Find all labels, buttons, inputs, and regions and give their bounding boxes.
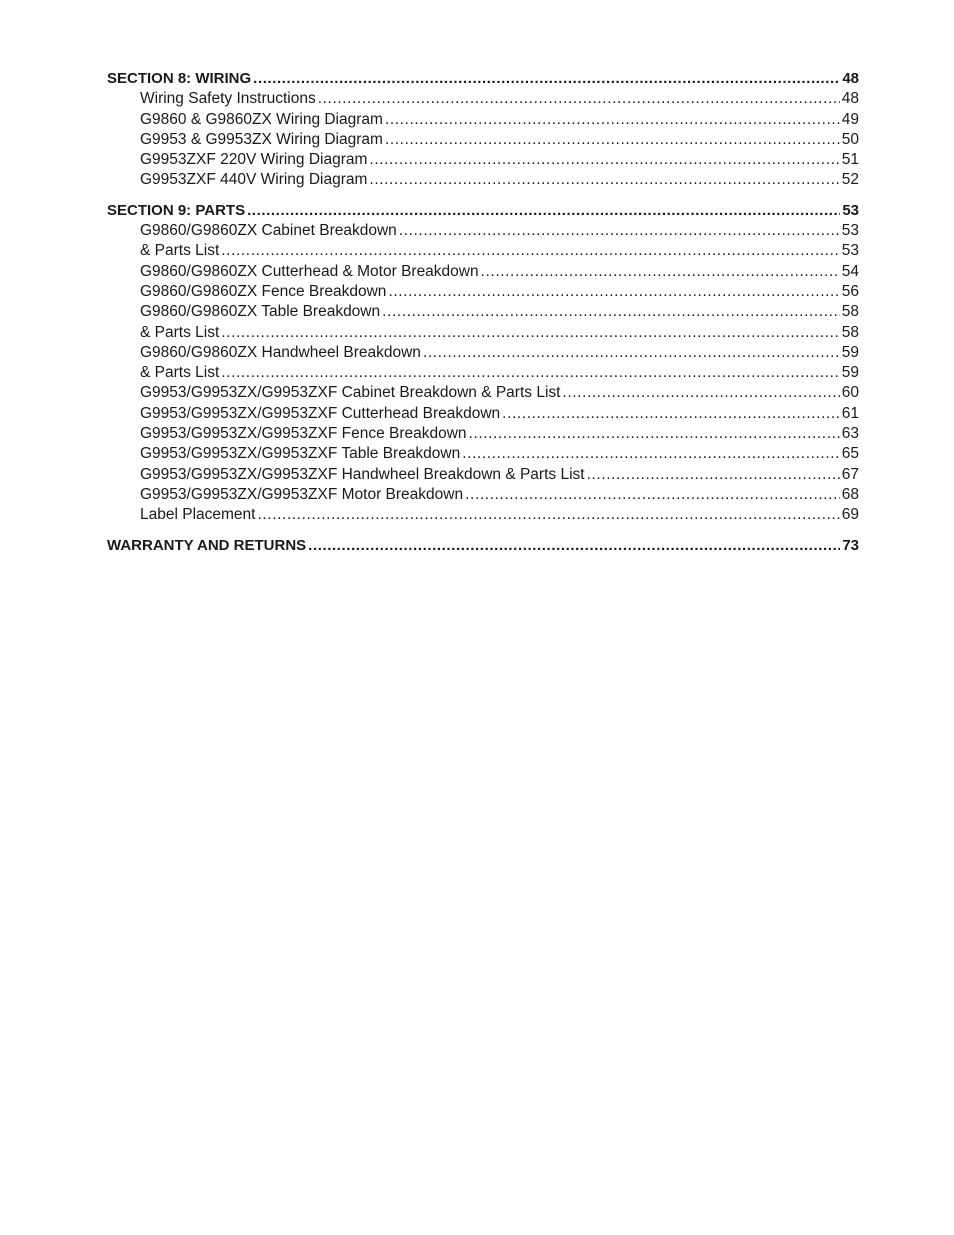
toc-entry-page: 53: [841, 242, 859, 260]
dot-leader: [462, 444, 840, 464]
dot-leader: [253, 69, 840, 89]
toc-entry-page: 48: [842, 70, 859, 87]
toc-entry-page: 59: [841, 364, 859, 382]
toc-entry-page: 53: [842, 201, 859, 219]
toc-entry-page: 58: [841, 323, 859, 341]
dot-leader: [587, 465, 840, 485]
dot-leader: [385, 130, 840, 150]
dot-leader: [465, 485, 840, 505]
toc-entry-title: Wiring Safety Instructions: [140, 90, 316, 108]
toc-entry-page: 58: [841, 303, 859, 321]
toc-entry-title: G9953ZXF 220V Wiring Diagram: [140, 151, 368, 169]
toc-entry-page: 59: [841, 343, 859, 361]
toc-entry[interactable]: [107, 383, 859, 403]
toc-entry-page: 53: [841, 222, 859, 240]
toc-entry-section-heading[interactable]: [107, 536, 859, 556]
toc-entry-title: G9860/G9860ZX Fence Breakdown: [140, 282, 387, 300]
toc-section-wiring: [107, 69, 859, 191]
toc-entry-page: 54: [841, 262, 859, 280]
toc-entry[interactable]: [107, 221, 859, 241]
toc-entry[interactable]: [107, 485, 859, 505]
toc-entry-page: 48: [841, 90, 859, 108]
toc-entry[interactable]: [107, 465, 859, 485]
toc-section-parts: [107, 201, 859, 526]
toc-entry-title: SECTION 9: PARTS: [107, 201, 246, 219]
toc-entry-section-heading[interactable]: [107, 69, 859, 89]
toc-entry-page: 69: [841, 506, 859, 524]
toc-entry-page: 49: [841, 110, 859, 128]
dot-leader: [562, 383, 839, 403]
toc-entry-title: G9860/G9860ZX Cabinet Breakdown: [140, 222, 397, 240]
toc-entry[interactable]: [107, 110, 859, 130]
dot-leader: [369, 170, 839, 190]
toc-entry-page: 68: [841, 485, 859, 503]
toc-entry-page: 73: [842, 536, 859, 554]
table-of-contents: [107, 69, 859, 566]
toc-entry-page: 61: [841, 404, 859, 422]
toc-entry-page: 50: [841, 130, 859, 148]
toc-entry[interactable]: [107, 130, 859, 150]
toc-entry[interactable]: [107, 363, 859, 383]
toc-section-warranty: [107, 536, 859, 556]
toc-entry-page: 65: [841, 445, 859, 463]
dot-leader: [388, 282, 839, 302]
toc-entry-title: G9953/G9953ZX/G9953ZXF Motor Breakdown: [140, 485, 464, 503]
dot-leader: [369, 150, 839, 170]
toc-entry-page: 51: [841, 151, 859, 169]
toc-entry[interactable]: [107, 241, 859, 261]
toc-entry-title: G9953/G9953ZX/G9953ZXF Fence Breakdown: [140, 425, 467, 443]
toc-entry-title: & Parts List: [140, 323, 220, 341]
toc-entry-section-heading[interactable]: [107, 201, 859, 221]
toc-entry[interactable]: [107, 343, 859, 363]
toc-entry-title: G9860 & G9860ZX Wiring Diagram: [140, 110, 383, 128]
toc-entry[interactable]: [107, 170, 859, 190]
toc-entry-title: G9953 & G9953ZX Wiring Diagram: [140, 130, 383, 148]
toc-entry-title: & Parts List: [140, 364, 220, 382]
toc-entry[interactable]: [107, 150, 859, 170]
toc-entry-title: Label Placement: [140, 506, 256, 524]
toc-entry[interactable]: [107, 323, 859, 343]
toc-entry-title: G9860/G9860ZX Table Breakdown: [140, 303, 381, 321]
dot-leader: [308, 536, 840, 556]
toc-entry[interactable]: [107, 424, 859, 444]
dot-leader: [502, 404, 840, 424]
toc-entry[interactable]: [107, 89, 859, 109]
dot-leader: [221, 241, 840, 261]
dot-leader: [247, 201, 840, 221]
toc-entry[interactable]: [107, 505, 859, 525]
toc-entry-title: G9860/G9860ZX Cutterhead & Motor Breakdown: [140, 262, 479, 280]
toc-entry[interactable]: [107, 302, 859, 322]
toc-entry-page: 60: [841, 384, 859, 402]
toc-entry-title: WARRANTY AND RETURNS: [107, 536, 307, 554]
toc-entry-page: 67: [841, 465, 859, 483]
toc-entry-title: G9953/G9953ZX/G9953ZXF Handwheel Breakdown & Parts List: [140, 465, 585, 483]
dot-leader: [318, 89, 840, 109]
toc-entry[interactable]: [107, 262, 859, 282]
dot-leader: [385, 110, 840, 130]
dot-leader: [423, 343, 840, 363]
toc-entry[interactable]: [107, 282, 859, 302]
dot-leader: [221, 363, 840, 383]
dot-leader: [221, 323, 840, 343]
toc-entry-page: 56: [841, 282, 859, 300]
toc-entry-page: 63: [841, 425, 859, 443]
toc-entry-title: & Parts List: [140, 242, 220, 260]
dot-leader: [481, 262, 840, 282]
toc-entry-title: G9953/G9953ZX/G9953ZXF Cabinet Breakdown & Parts List: [140, 384, 561, 402]
toc-entry-title: G9953/G9953ZX/G9953ZXF Cutterhead Breakdown: [140, 404, 501, 422]
dot-leader: [382, 302, 840, 322]
toc-entry-page: 52: [841, 171, 859, 189]
toc-entry-title: G9953ZXF 440V Wiring Diagram: [140, 171, 368, 189]
dot-leader: [399, 221, 840, 241]
toc-entry[interactable]: [107, 444, 859, 464]
toc-entry-title: G9860/G9860ZX Handwheel Breakdown: [140, 343, 421, 361]
toc-entry[interactable]: [107, 404, 859, 424]
dot-leader: [257, 505, 839, 525]
toc-entry-title: SECTION 8: WIRING: [107, 70, 252, 87]
dot-leader: [469, 424, 840, 444]
toc-entry-title: G9953/G9953ZX/G9953ZXF Table Breakdown: [140, 445, 461, 463]
